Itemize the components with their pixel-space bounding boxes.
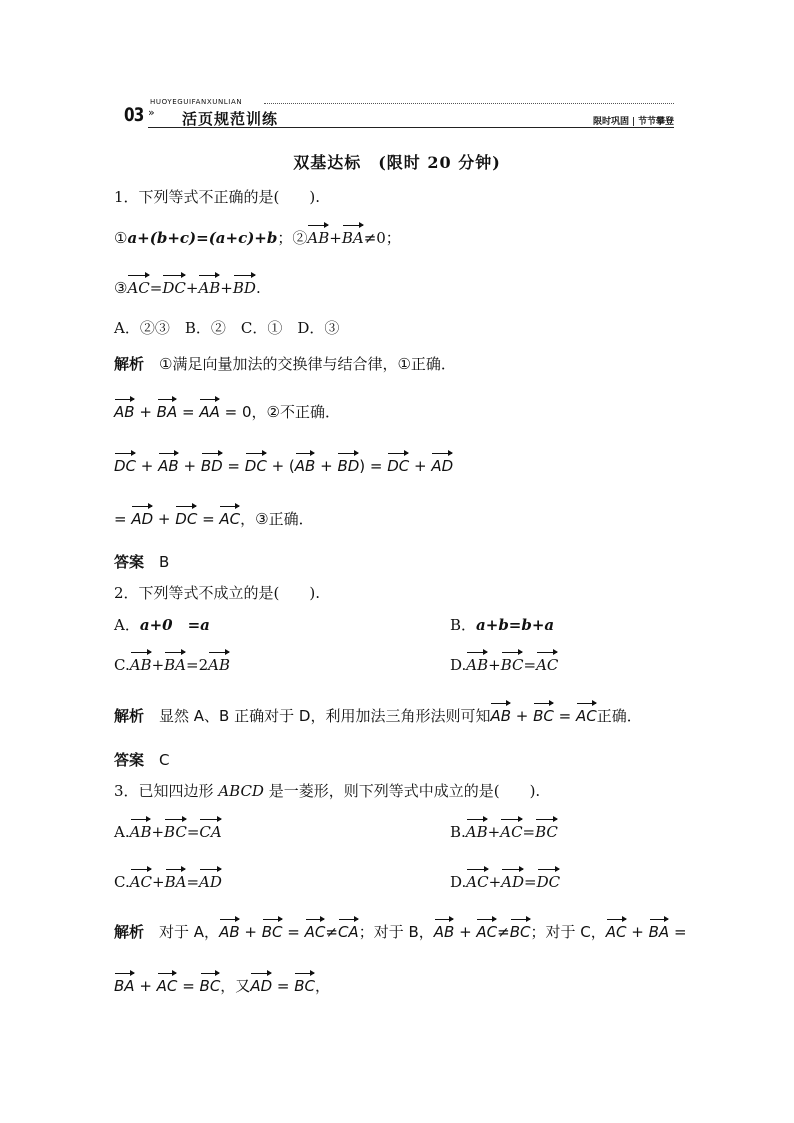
vector: AA (199, 403, 220, 421)
text-fragment: + (134, 977, 157, 995)
vector: AB (198, 279, 221, 297)
text-fragment: = (186, 873, 200, 891)
vector: AD (431, 457, 454, 475)
vector: AD (501, 873, 525, 891)
vector: AB (466, 656, 489, 674)
q1-solution-1 (114, 354, 456, 374)
vector: AD (131, 510, 154, 528)
text-fragment: + (626, 923, 649, 941)
text-fragment: + ( (266, 457, 295, 475)
op: + (134, 403, 157, 421)
vector: DC (536, 873, 561, 891)
text-fragment: = (553, 707, 576, 725)
solution-label: 解析 (114, 355, 145, 373)
text-fragment: + (151, 656, 165, 674)
q3-option-B (450, 822, 558, 842)
vector: BD (200, 457, 223, 475)
vector: AB (433, 923, 455, 941)
text-fragment: + (488, 656, 501, 674)
q1-solution-4 (114, 509, 314, 529)
text-fragment: + (136, 457, 159, 475)
text-fragment: = (272, 977, 295, 995)
header-tag-a: 限时巩固 (592, 117, 629, 127)
vector: AB (114, 403, 135, 421)
text-fragment: ，又 (220, 977, 251, 995)
q1-o3-prefix: ③ (114, 279, 128, 297)
vector: AC (536, 656, 559, 674)
option-letter: A． (114, 616, 140, 634)
q2-sol-body (159, 707, 642, 725)
text-fragment: =2 (186, 656, 209, 674)
text-fragment: = (222, 457, 245, 475)
q1-option-line-1 (114, 228, 401, 248)
q3-sol-body (159, 923, 687, 941)
question-2: 2．下列等式不成立的是( ). (114, 584, 321, 602)
vector: BA (648, 923, 670, 941)
q2-solution (114, 706, 642, 726)
text-fragment: C. (114, 873, 130, 891)
text-fragment: D. (450, 873, 467, 891)
op: = 0，②不正确． (219, 403, 340, 421)
q1-o1-prefix: ① (114, 229, 128, 247)
op: + (220, 279, 233, 297)
q2-option-D (450, 655, 558, 675)
text-fragment: = (523, 656, 537, 674)
vector: AC (304, 923, 326, 941)
vector: DC (114, 457, 137, 475)
page-header (118, 98, 674, 130)
text-fragment: ；对于 B， (358, 923, 434, 941)
solution-label: 解析 (114, 923, 145, 941)
vector: DC (162, 279, 186, 297)
vector: AB (294, 457, 316, 475)
text-fragment: + (409, 457, 432, 475)
op: + (185, 279, 199, 297)
vector: BC (199, 977, 221, 995)
answer-label: 答案 (114, 553, 145, 571)
text-fragment: + (151, 823, 165, 841)
q3-text-c: 是一菱形，则下列等式中成立的是( ). (263, 782, 541, 800)
text-fragment: ) = (359, 457, 388, 475)
question-3 (114, 781, 540, 801)
vector: BD (337, 457, 360, 475)
header-rule (148, 127, 674, 128)
q1-answer (114, 552, 169, 572)
vector: AB (490, 707, 512, 725)
q1-o1-math: a+(b+c)=(a+c)+b (127, 229, 278, 247)
text-fragment: ，③正确． (240, 510, 314, 528)
vector: AB (208, 656, 230, 674)
vector: BA (164, 873, 187, 891)
vector: BC (164, 823, 187, 841)
option-letter: B． (450, 616, 477, 634)
text-fragment: = (669, 923, 687, 941)
text-fragment: = (524, 873, 537, 891)
vector: AB (129, 823, 152, 841)
vector: BC (533, 707, 554, 725)
vector: BD (232, 279, 256, 297)
header-title: 活页规范训练 (182, 110, 279, 128)
vector: AC (476, 923, 498, 941)
q3-text-a: 3．已知四边形 (114, 782, 219, 800)
vector: AB (219, 923, 240, 941)
text-fragment: = (114, 510, 132, 528)
q3-solution-1 (114, 922, 687, 942)
text-fragment: = (282, 923, 305, 941)
text-fragment: + (178, 457, 201, 475)
q1-solution-3 (114, 456, 453, 476)
vector: AB (465, 823, 488, 841)
vector: BA (156, 403, 178, 421)
text-fragment: + (454, 923, 477, 941)
op: + (329, 229, 342, 247)
q3-text-b: ABCD (218, 782, 264, 800)
vector: BC (500, 656, 524, 674)
vector: BA (341, 229, 364, 247)
vector: AC (466, 873, 489, 891)
vector: BC (509, 923, 531, 941)
text-fragment: + (488, 873, 502, 891)
q3-option-D (450, 872, 560, 892)
vector: AC (129, 873, 153, 891)
text-fragment: = (177, 977, 200, 995)
text-fragment: = (186, 823, 200, 841)
q2-option-B (450, 615, 554, 635)
vector: AB (129, 656, 152, 674)
header-dotted-rule (264, 103, 674, 104)
text-fragment: D. (450, 656, 467, 674)
text-fragment: ；对于 C， (530, 923, 606, 941)
q3-option-A (114, 822, 222, 842)
header-arrow-icon: » (148, 106, 155, 119)
vector: CA (199, 823, 222, 841)
answer-label: 答案 (114, 751, 145, 769)
vector: DC (244, 457, 267, 475)
text-fragment: + (315, 457, 338, 475)
vector: BC (261, 923, 283, 941)
q1-sol-text: ①满足向量加法的交换律与结合律，①正确． (159, 355, 456, 373)
q1-choices: A．②③ B．② C．① D．③ (114, 319, 340, 337)
vector: DC (175, 510, 198, 528)
text-fragment: + (152, 873, 165, 891)
header-number: 03 (124, 104, 144, 126)
header-tag-b: 节节攀登 (637, 117, 674, 127)
text-fragment: = (197, 510, 220, 528)
vector: BC (294, 977, 315, 995)
vector: AB (158, 457, 179, 475)
vector: AD (250, 977, 273, 995)
text-fragment: A. (114, 823, 130, 841)
answer-value: C (159, 751, 170, 769)
text-fragment: 显然 A、B 正确对于 D，利用加法三角形法则可知 (159, 707, 491, 725)
question-1: 1．下列等式不正确的是( ). (114, 188, 321, 206)
vector: AC (605, 923, 627, 941)
vector: AC (500, 823, 523, 841)
option-math: a+0 =a (139, 616, 210, 634)
op: = (177, 403, 200, 421)
text-fragment: 正确． (596, 707, 642, 725)
text-fragment: = (522, 823, 536, 841)
vector: AB (307, 229, 330, 247)
q3-option-C (114, 872, 222, 892)
vector: AC (576, 707, 597, 725)
text-fragment: + (511, 707, 534, 725)
q2-option-C (114, 655, 230, 675)
q1-option-line-2 (114, 278, 261, 298)
vector: CA (337, 923, 359, 941)
q3-solution-2 (114, 976, 330, 996)
header-right-tags (593, 114, 674, 127)
q2-answer (114, 750, 170, 770)
op: . (255, 279, 261, 297)
vector: AC (156, 977, 178, 995)
header-tag-divider (633, 117, 634, 126)
vector: BA (114, 977, 135, 995)
text-fragment: + (153, 510, 176, 528)
option-math: a+b=b+a (476, 616, 555, 634)
q1-o1-sep: ；② (277, 229, 308, 247)
text-fragment: C. (114, 656, 130, 674)
solution-label: 解析 (114, 707, 145, 725)
op: = (149, 279, 163, 297)
vector: AD (199, 873, 222, 891)
text-fragment: ， (315, 977, 331, 995)
section-title: 双基达标 (限时 20 分钟) (293, 153, 501, 172)
text-fragment: 对于 A， (159, 923, 220, 941)
vector: AC (127, 279, 150, 297)
header-pinyin: HUOYEGUIFANXUNLIAN (150, 98, 243, 106)
text-fragment: + (239, 923, 262, 941)
text-fragment: ≠ (497, 923, 510, 941)
text-fragment: B. (450, 823, 466, 841)
text-fragment: + (487, 823, 501, 841)
q2-option-A (114, 615, 210, 635)
vector: BA (164, 656, 187, 674)
vector: BC (535, 823, 558, 841)
q1-solution-2 (114, 402, 340, 422)
text-fragment: ≠ (325, 923, 338, 941)
q1-o1-tail: ≠0； (363, 229, 401, 247)
vector: DC (387, 457, 410, 475)
answer-value: B (159, 553, 170, 571)
vector: AC (219, 510, 241, 528)
